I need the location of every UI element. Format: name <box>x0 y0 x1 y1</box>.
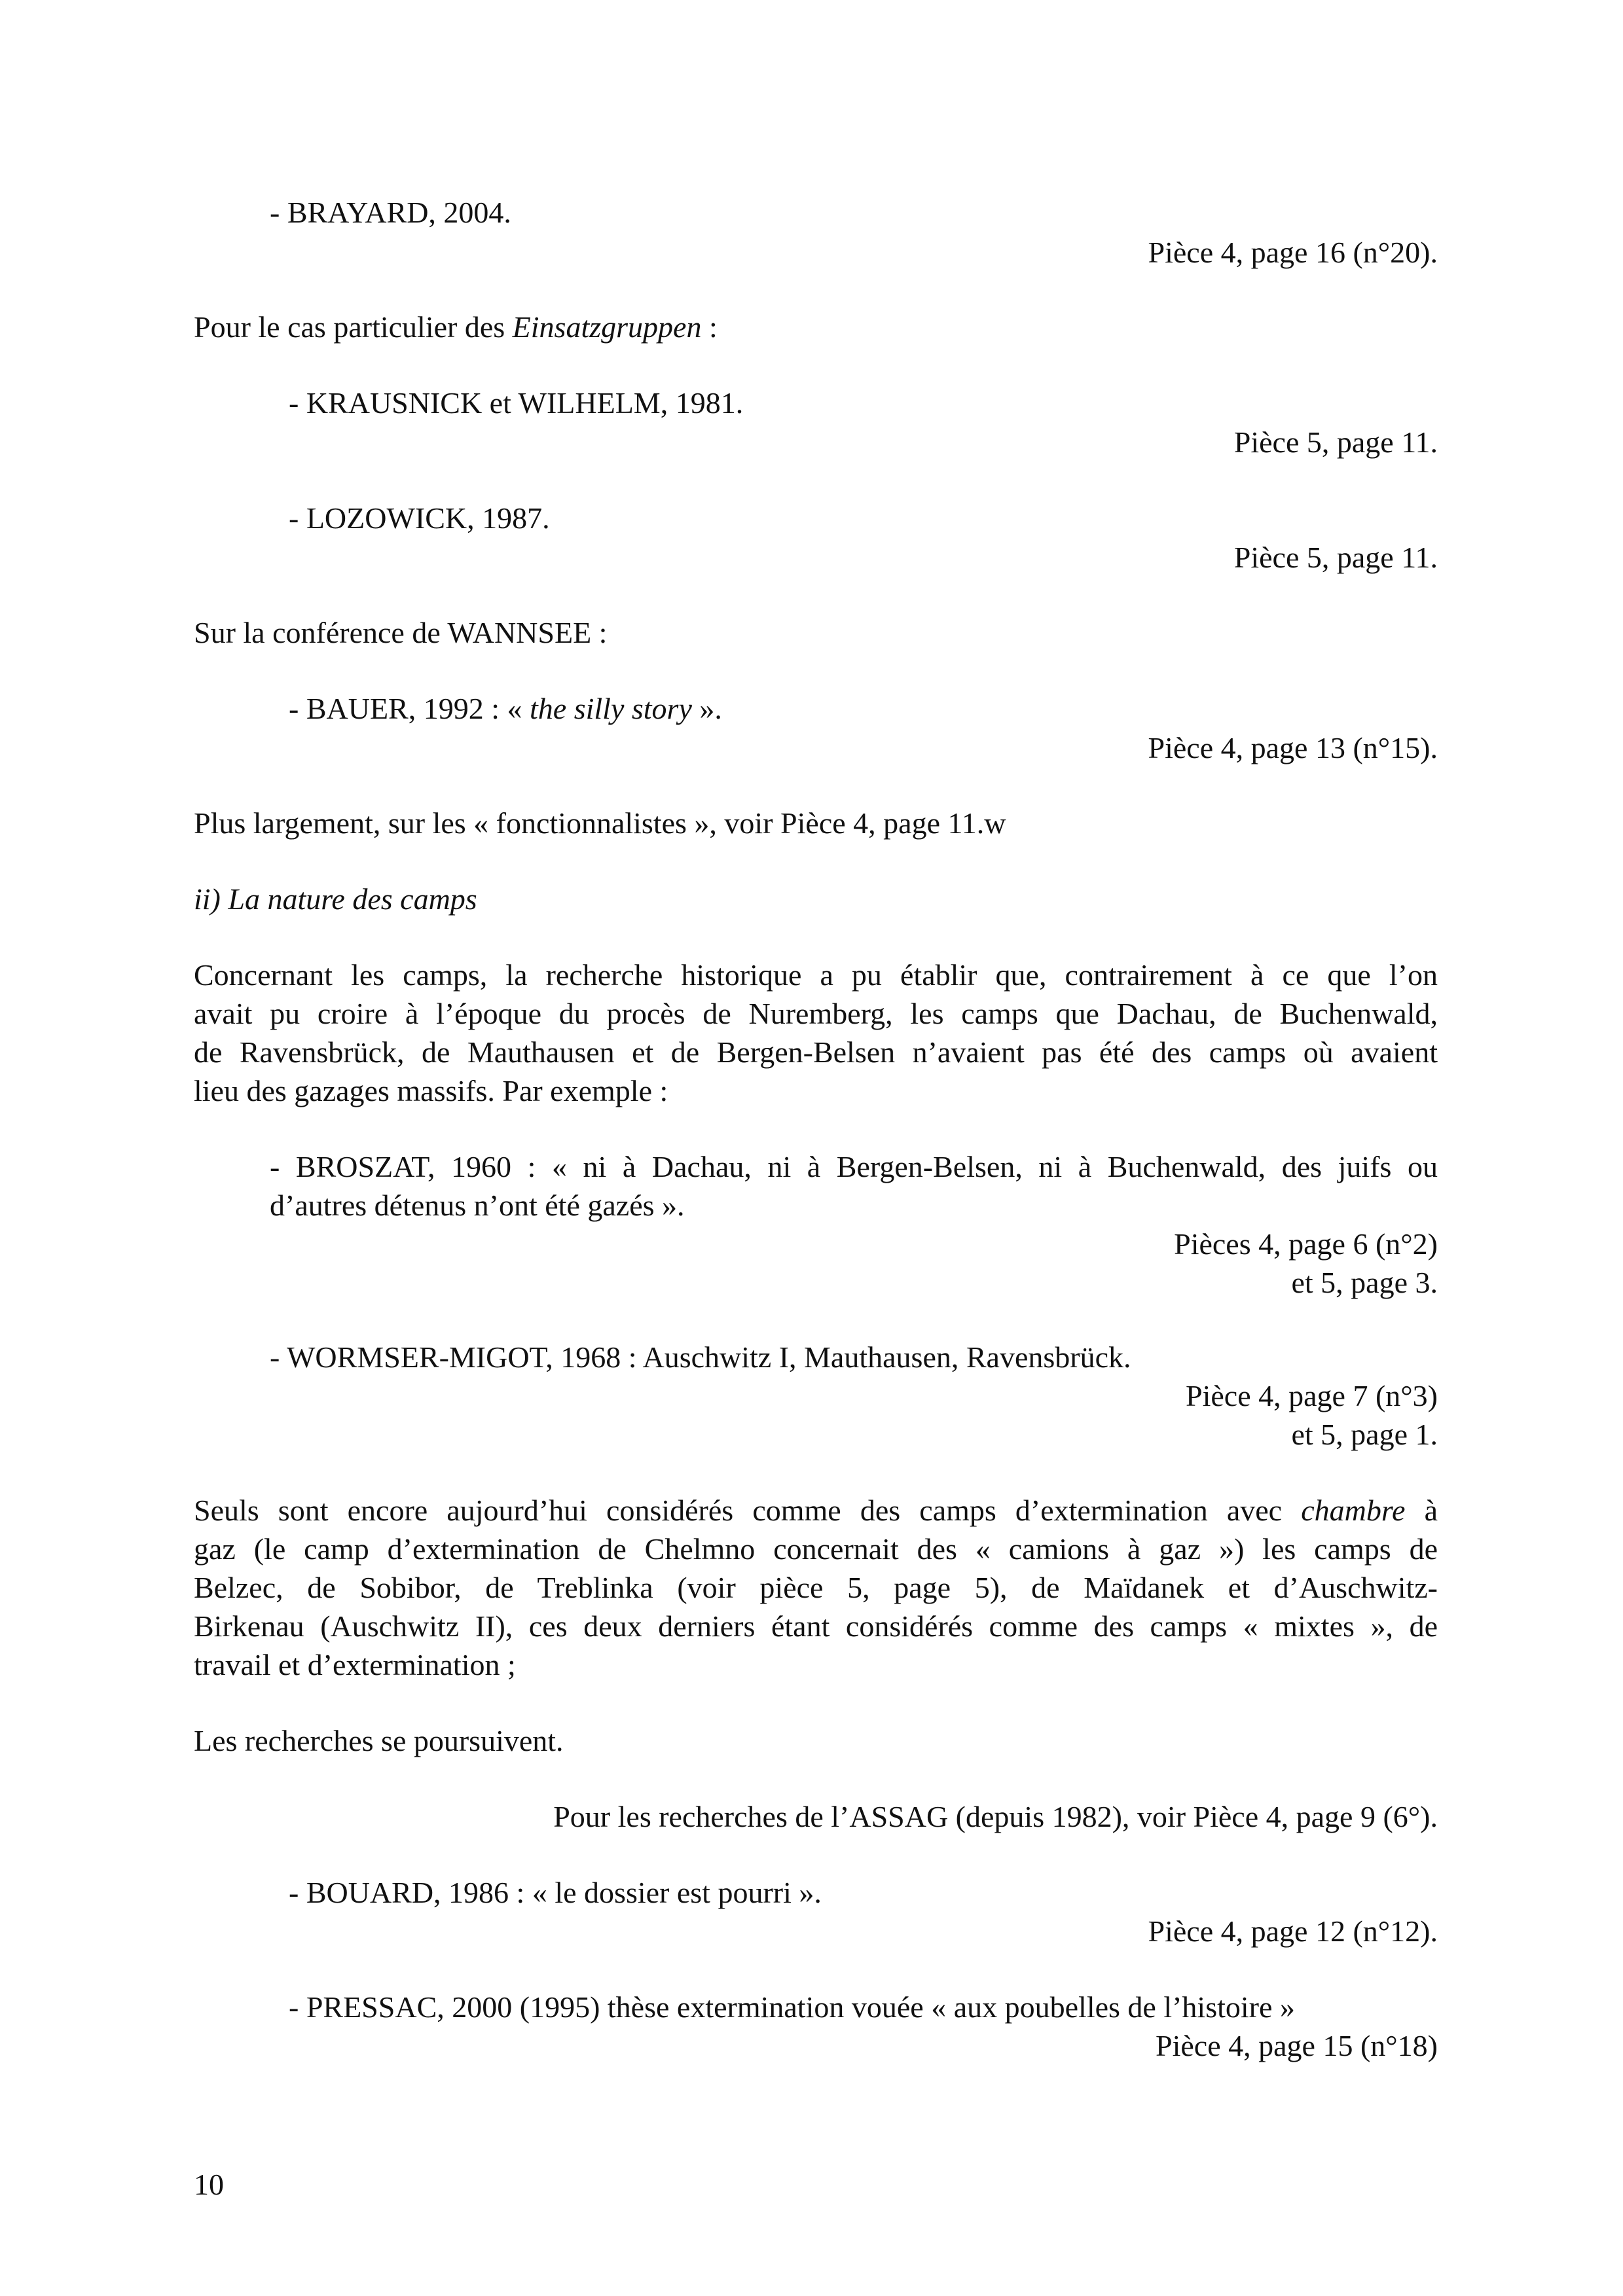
reference-krausnick: Pièce 5, page 11. <box>1233 425 1438 459</box>
bauer-quote: the silly story <box>530 692 692 725</box>
reference-broszat-line: Pièces 4, page 6 (n°2) <box>1174 1227 1438 1261</box>
reference-wormser-line: et 5, page 1. <box>1291 1418 1438 1451</box>
intro-wannsee: Sur la conférence de WANNSEE : <box>194 616 608 649</box>
assag-note: Pour les recherches de l’ASSAG (depuis 1982), voir Pièce 4, page 9 (6°). <box>553 1800 1438 1833</box>
reference-bauer: Pièce 4, page 13 (n°15). <box>1148 731 1438 764</box>
reference-pressac: Pièce 4, page 15 (n°18) <box>1156 2029 1438 2062</box>
paragraph-extermination-line: travail et d’extermination ; <box>194 1648 516 1681</box>
paragraph-camps-line: de Ravensbrück, de Mauthausen et de Bergen-Belsen n’avaient pas été des camps où avaient <box>194 1035 1438 1069</box>
paragraph-extermination-line: Belzec, de Sobibor, de Treblinka (voir pièce 5, page 5), de Maïdanek et d’Auschwitz- <box>194 1571 1438 1604</box>
paragraph-camps-line: Concernant les camps, la recherche historique a pu établir que, contrairement à ce que l’on <box>194 958 1438 992</box>
citation-broszat-line: - BROSZAT, 1960 : « ni à Dachau, ni à Bergen-Belsen, ni à Buchenwald, des juifs ou <box>270 1150 1438 1183</box>
citation-brayard: - BRAYARD, 2004. <box>270 196 511 229</box>
citation-lozowick: - LOZOWICK, 1987. <box>289 501 550 535</box>
reference-broszat-line: et 5, page 3. <box>1291 1266 1438 1299</box>
reference-wormser-line: Pièce 4, page 7 (n°3) <box>1186 1379 1438 1412</box>
citation-bauer: - BAUER, 1992 : « the silly story ». <box>289 692 722 725</box>
citation-wormser-migot: - WORMSER-MIGOT, 1968 : Auschwitz I, Mauthausen, Ravensbrück. <box>270 1340 1131 1374</box>
recherches-note: Les recherches se poursuivent. <box>194 1724 564 1757</box>
fonctionnalistes-note: Plus largement, sur les « fonctionnalistes », voir Pièce 4, page 11.w <box>194 806 1006 840</box>
reference-lozowick: Pièce 5, page 11. <box>1233 541 1438 574</box>
paragraph-extermination-line: Birkenau (Auschwitz II), ces deux derniers étant considérés comme des camps « mixtes », de <box>194 1609 1438 1643</box>
citation-bouard: - BOUARD, 1986 : « le dossier est pourri ». <box>289 1876 822 1909</box>
intro-einsatzgruppen: Pour le cas particulier des Einsatzgruppen : <box>194 310 718 344</box>
citation-broszat-line: d’autres détenus n’ont été gazés ». <box>270 1189 685 1222</box>
paragraph-camps-line: lieu des gazages massifs. Par exemple : <box>194 1074 668 1107</box>
paragraph-camps-line: avait pu croire à l’époque du procès de Nuremberg, les camps que Dachau, de Buchenwald, <box>194 997 1438 1030</box>
page-number: 10 <box>194 2168 224 2201</box>
citation-pressac: - PRESSAC, 2000 (1995) thèse extermination vouée « aux poubelles de l’histoire » <box>289 1990 1295 2024</box>
section-heading: ii) La nature des camps <box>194 882 477 916</box>
reference-brayard: Pièce 4, page 16 (n°20). <box>1148 236 1438 269</box>
paragraph-extermination-line: Seuls sont encore aujourd’hui considérés comme des camps d’extermination avec chambre à <box>194 1494 1438 1527</box>
citation-krausnick: - KRAUSNICK et WILHELM, 1981. <box>289 386 744 420</box>
reference-bouard: Pièce 4, page 12 (n°12). <box>1148 1914 1438 1948</box>
paragraph-extermination-line: gaz (le camp d’extermination de Chelmno concernait des « camions à gaz ») les camps de <box>194 1532 1438 1566</box>
chambre-term: chambre <box>1301 1494 1406 1527</box>
einsatzgruppen-term: Einsatzgruppen <box>512 310 702 344</box>
